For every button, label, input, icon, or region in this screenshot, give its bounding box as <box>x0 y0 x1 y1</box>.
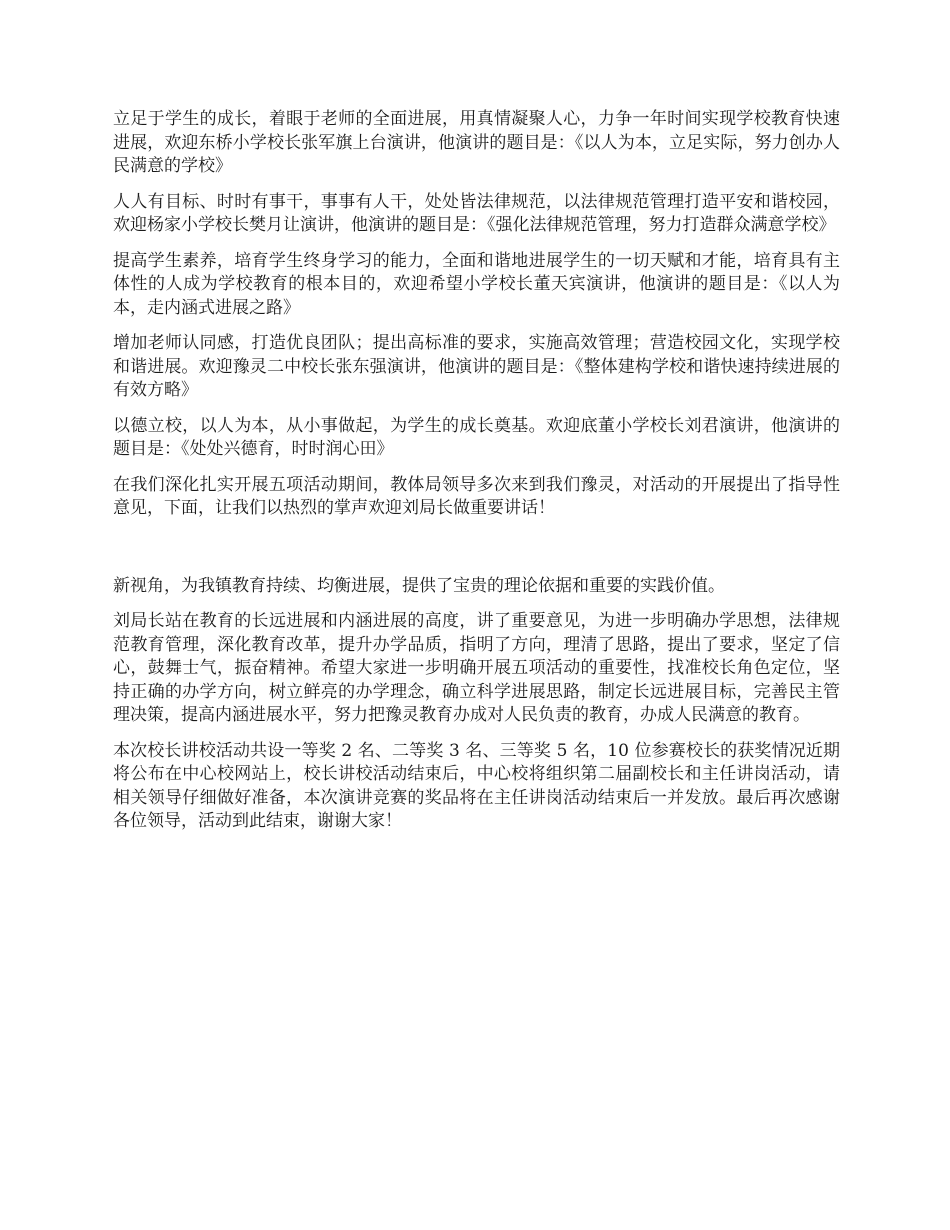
paragraph-3: 提高学生素养，培育学生终身学习的能力，全面和谐地进展学生的一切天赋和才能，培育具有主体性的人成为学校教育的根本目的，欢迎希望小学校长董天宾演讲，他演讲的题目是：《以人为本，走内涵式进展之路》 <box>113 250 840 318</box>
paragraph-6: 在我们深化扎实开展五项活动期间，教体局领导多次来到我们豫灵，对活动的开展提出了指导性意见，下面，让我们以热烈的掌声欢迎刘局长做重要讲话！ <box>113 474 840 518</box>
paragraph-5: 以德立校，以人为本，从小事做起，为学生的成长奠基。欢迎底董小学校长刘君演讲，他演讲的题目是：《处处兴德育，时时润心田》 <box>113 415 840 459</box>
paragraph-2: 人人有目标、时时有事干，事事有人干，处处皆法律规范，以法律规范管理打造平安和谐校园，欢迎杨家小学校长樊月让演讲，他演讲的题目是：《强化法律规范管理，努力打造群众满意学校》 <box>113 191 840 235</box>
paragraph-8: 刘局长站在教育的长远进展和内涵进展的高度，讲了重要意见，为进一步明确办学思想，法律规范教育管理，深化教育改革，提升办学品质，指明了方向，理清了思路，提出了要求，坚定了信心，鼓舞士气，振奋精神。希望大家进一步明确开展五项活动的重要性，找准校长角色定位，坚持正确的办学方向，树立鲜亮的办学理念，确立科学进展思路，制定长远进展目标，完善民主管理决策，提高内涵进展水平，努力把豫灵教育办成对人民负责的教育，办成人民满意的教育。 <box>113 611 840 725</box>
document-body <box>113 108 840 846</box>
paragraph-9: 本次校长讲校活动共设一等奖 2 名、二等奖 3 名、三等奖 5 名，10 位参赛校长的获奖情况近期将公布在中心校网站上，校长讲校活动结束后，中心校将组织第二届副校长和主任讲岗活动，请相关领导仔细做好准备，本次演讲竞赛的奖品将在主任讲岗活动结束后一并发放。最后再次感谢各位领导，活动到此结束，谢谢大家！ <box>113 740 840 831</box>
section-gap <box>113 533 840 575</box>
paragraph-4: 增加老师认同感，打造优良团队；提出高标准的要求，实施高效管理；营造校园文化，实现学校和谐进展。欢迎豫灵二中校长张东强演讲，他演讲的题目是：《整体建构学校和谐快速持续进展的有效方略》 <box>113 333 840 400</box>
paragraph-1: 立足于学生的成长，着眼于老师的全面进展，用真情凝聚人心，力争一年时间实现学校教育快速进展，欢迎东桥小学校长张军旗上台演讲，他演讲的题目是：《以人为本，立足实际，努力创办人民满意的学校》 <box>113 109 840 176</box>
paragraph-7: 新视角，为我镇教育持续、均衡进展，提供了宝贵的理论依据和重要的实践价值。 <box>113 575 725 596</box>
